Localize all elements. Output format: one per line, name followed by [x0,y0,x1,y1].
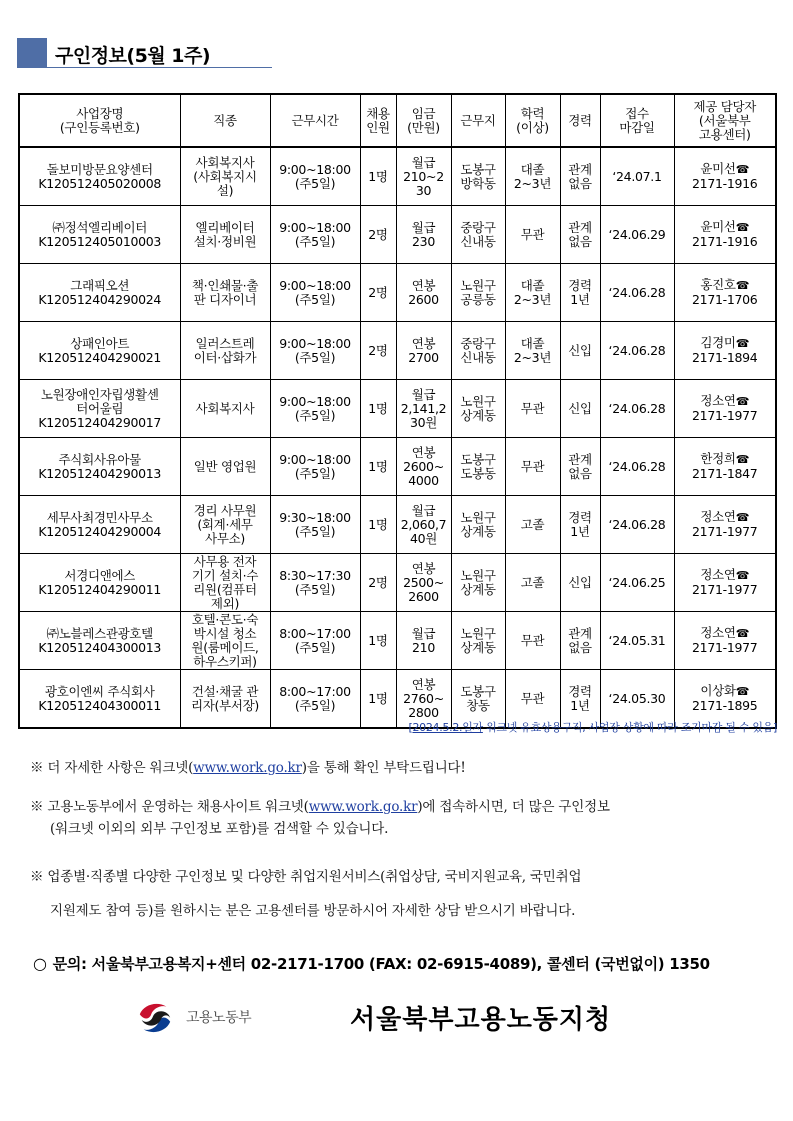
cell-career [560,554,600,612]
info-2-text-a: ※ 고용노동부에서 운영하는 채용사이트 워크넷( [30,799,309,815]
manager-name: 정소연 [700,625,736,640]
education-text: 무관 [520,458,545,474]
telephone-icon: ☎ [735,395,750,408]
job-text: 책·인쇄물·출 판 디자이너 [191,277,259,307]
cell-career [560,147,600,206]
cell-wage [396,322,451,380]
job-text: 사회복지사 (사회복지시 설) [193,154,257,198]
info-2-text-c: (워크넷 이외의 외부 구인정보 포함)를 검색할 수 있습니다. [50,821,389,837]
cell-job [180,147,270,206]
cell-company [19,322,180,380]
job-text: 엘리베이터 설치·정비원 [193,219,257,249]
job-text: 일러스트레 이터·삽화가 [193,335,257,365]
table-row [19,496,776,554]
deadline-text: ‘24.06.28 [608,516,666,532]
education-text: 무관 [520,400,545,416]
education-text: 대졸 2~3년 [513,277,552,307]
wage-text: 연봉 2760~ 2800 [403,676,444,720]
hours-text: 9:00~18:00 (주5일) [279,219,351,249]
cell-company [19,147,180,206]
deadline-text: ‘24.05.30 [608,690,666,706]
info-1-text-a: ※ 더 자세한 사항은 워크넷( [30,760,194,776]
cell-career [560,438,600,496]
cell-job [180,612,270,670]
telephone-icon: ☎ [735,627,750,640]
career-text: 경력 1년 [568,509,592,539]
worknet-link-2[interactable]: www.work.go.kr [308,799,418,815]
career-text: 관계 없음 [568,451,592,481]
cell-hours [270,206,360,264]
note-bracket: [ [408,721,413,734]
cell-manager [674,147,776,206]
cell-count [360,322,396,380]
manager-line [676,220,775,235]
circle-bullet: ○ [33,954,47,973]
job-text: 일반 영업원 [193,458,257,474]
table-header-row [19,94,776,147]
contact-text: 문의: 서울북부고용복지+센터 02-2171-1700 (FAX: 02-6915-4089), 콜센터 (국번없이) 1350 [52,955,710,973]
cell-job [180,438,270,496]
job-text: 호텔·콘도·숙 박시설 청소 원(룸메이드, 하우스키퍼) [191,611,259,669]
count-text: 1명 [368,516,388,532]
wage-text: 월급 210~2 30 [403,154,444,198]
location-text: 도봉구 도봉동 [460,451,496,481]
count-text: 1명 [368,632,388,648]
page-title-block [17,38,272,70]
wage-text: 월급 2,141,2 30원 [400,386,447,430]
cell-education [505,612,560,670]
manager-line [676,336,775,351]
cell-location [451,206,505,264]
hours-text: 9:30~18:00 (주5일) [279,509,351,539]
disclaimer-note [408,719,777,735]
count-text: 1명 [368,458,388,474]
cell-deadline [600,438,674,496]
deadline-text: ‘24.05.31 [608,632,666,648]
manager-name: 김경미 [700,335,736,350]
cell-wage [396,438,451,496]
deadline-text: ‘24.06.28 [608,458,666,474]
cell-education [505,438,560,496]
education-text: 무관 [520,226,545,242]
cell-manager [674,380,776,438]
table-row [19,612,776,670]
telephone-icon: ☎ [735,279,750,292]
count-text: 1명 [368,400,388,416]
manager-phone: 2171-1894 [692,350,758,365]
column-header-job: 직종 [180,94,270,147]
cell-education [505,264,560,322]
cell-company [19,554,180,612]
info-paragraph-1 [30,757,466,779]
ministry-name: 고용노동부 [186,1010,252,1026]
cell-count [360,554,396,612]
manager-name: 윤미선 [700,161,736,176]
cell-count [360,670,396,729]
cell-hours [270,147,360,206]
career-text: 신입 [568,342,592,358]
count-text: 2명 [368,342,388,358]
cell-manager [674,322,776,380]
cell-deadline [600,264,674,322]
company-text: ㈜노블레스관광호텔 K120512404300013 [38,625,162,655]
telephone-icon: ☎ [735,685,750,698]
wage-text: 연봉 2500~ 2600 [403,560,444,604]
location-text: 중랑구 신내동 [460,335,496,365]
manager-name: 윤미선 [700,219,736,234]
cell-hours [270,264,360,322]
count-text: 1명 [368,168,388,184]
wage-text: 월급 210 [411,625,436,655]
education-text: 대졸 2~3년 [513,335,552,365]
cell-location [451,438,505,496]
table-row [19,147,776,206]
telephone-icon: ☎ [735,221,750,234]
job-text: 경리 사무원 (회계·세무 사무소) [193,502,257,546]
company-text: 세무사최경민사무소 K120512404290004 [38,509,162,539]
manager-phone: 2171-1895 [692,698,758,713]
cell-manager [674,612,776,670]
manager-line [676,162,775,177]
manager-name: 홍진호 [700,277,736,292]
manager-name: 이상화 [700,683,736,698]
cell-count [360,496,396,554]
column-header-career: 경력 [560,94,600,147]
cell-location [451,380,505,438]
cell-education [505,147,560,206]
cell-deadline [600,554,674,612]
cell-wage [396,380,451,438]
cell-company [19,670,180,729]
career-text: 경력 1년 [568,277,592,307]
education-text: 고졸 [520,516,545,532]
deadline-text: ‘24.06.28 [608,284,666,300]
cell-company [19,380,180,438]
job-text: 사회복지사 [195,400,255,416]
cell-job [180,496,270,554]
contact-info [33,953,710,974]
office-name: 서울북부고용노동지청 [350,1005,612,1035]
cell-wage [396,264,451,322]
location-text: 노원구 상계동 [460,393,496,423]
career-text: 관계 없음 [568,161,592,191]
column-header-hours: 근무시간 [270,94,360,147]
telephone-icon: ☎ [735,569,750,582]
cell-deadline [600,496,674,554]
deadline-text: ‘24.06.29 [608,226,666,242]
info-paragraph-3 [30,860,581,928]
cell-job [180,554,270,612]
cell-hours [270,380,360,438]
location-text: 노원구 상계동 [460,567,496,597]
location-text: 중랑구 신내동 [460,219,496,249]
cell-education [505,554,560,612]
cell-career [560,264,600,322]
manager-phone: 2171-1977 [692,582,758,597]
manager-name: 정소연 [700,567,736,582]
location-text: 노원구 공릉동 [460,277,496,307]
cell-job [180,322,270,380]
company-text: 광호이엔씨 주식회사 K120512404300011 [38,683,162,713]
career-text: 신입 [568,574,592,590]
manager-line [676,394,775,409]
cell-education [505,322,560,380]
cell-location [451,612,505,670]
career-text: 신입 [568,400,592,416]
cell-job [180,264,270,322]
cell-deadline [600,206,674,264]
cell-company [19,206,180,264]
cell-career [560,206,600,264]
cell-education [505,206,560,264]
cell-location [451,554,505,612]
career-text: 경력 1년 [568,683,592,713]
manager-name: 정소연 [700,509,736,524]
column-header-manager: 제공 담당자 (서울북부 고용센터) [674,94,776,147]
job-listing-table [18,93,777,729]
company-text: ㈜정석엘리베이터 K120512405010003 [38,219,162,249]
manager-line [676,626,775,641]
wage-text: 월급 230 [411,219,436,249]
cell-location [451,147,505,206]
column-header-wage: 임금 (만원) [396,94,451,147]
info-3-text-a: ※ 업종별·직종별 다양한 구인정보 및 다양한 취업지원서비스(취업상담, 국비지원교육, 국민취업 [30,869,582,885]
cell-manager [674,496,776,554]
education-text: 무관 [520,690,545,706]
cell-count [360,206,396,264]
company-text: 그래픽오션 K120512404290024 [38,277,162,307]
table-row [19,380,776,438]
location-text: 도봉구 창동 [460,683,496,713]
note-date: 2024.5.2.일자 [412,721,483,734]
cell-hours [270,438,360,496]
cell-education [505,380,560,438]
info-1-text-b: )을 통해 확인 부탁드립니다! [301,760,466,776]
telephone-icon: ☎ [735,453,750,466]
cell-hours [270,612,360,670]
cell-career [560,612,600,670]
cell-manager [674,554,776,612]
cell-career [560,322,600,380]
cell-location [451,322,505,380]
cell-company [19,612,180,670]
column-header-deadline: 접수 마감일 [600,94,674,147]
career-text: 관계 없음 [568,625,592,655]
cell-location [451,264,505,322]
cell-hours [270,322,360,380]
manager-name: 정소연 [700,393,736,408]
cell-company [19,438,180,496]
cell-manager [674,206,776,264]
manager-phone: 2171-1977 [692,640,758,655]
manager-line [676,278,775,293]
company-text: 상패인아트 K120512404290021 [38,335,162,365]
hours-text: 9:00~18:00 (주5일) [279,277,351,307]
manager-line [676,510,775,525]
cell-company [19,264,180,322]
telephone-icon: ☎ [735,511,750,524]
job-text: 건설·채굴 관 리자(부서장) [190,683,260,713]
worknet-link-1[interactable]: www.work.go.kr [193,760,302,776]
wage-text: 연봉 2600 [408,277,439,307]
count-text: 2명 [368,226,388,242]
location-text: 노원구 상계동 [460,509,496,539]
info-paragraph-2 [30,796,610,840]
cell-wage [396,554,451,612]
deadline-text: ‘24.06.28 [608,400,666,416]
column-header-company: 사업장명 (구인등록번호) [19,94,180,147]
wage-text: 월급 2,060,7 40원 [400,502,447,546]
ministry-logo-icon [136,999,174,1037]
deadline-text: ‘24.06.25 [608,574,666,590]
table-row [19,438,776,496]
table-row [19,554,776,612]
count-text: 2명 [368,574,388,590]
column-header-education: 학력 (이상) [505,94,560,147]
cell-deadline [600,147,674,206]
title-underline [47,67,272,68]
cell-job [180,380,270,438]
note-text: 워크넷 유효상용구직, 사업장 상황에 따라 조기마감 될 수 있음] [482,721,777,734]
cell-count [360,380,396,438]
hours-text: 9:00~18:00 (주5일) [279,451,351,481]
cell-deadline [600,380,674,438]
education-text: 고졸 [520,574,545,590]
cell-company [19,496,180,554]
company-text: 돌보미방문요양센터 K120512405020008 [38,161,162,191]
education-text: 대졸 2~3년 [513,161,552,191]
cell-manager [674,264,776,322]
wage-text: 연봉 2700 [408,335,439,365]
cell-manager [674,438,776,496]
cell-hours [270,670,360,729]
cell-count [360,612,396,670]
cell-job [180,206,270,264]
cell-location [451,496,505,554]
job-text: 사무용 전자 기기 설치·수 리원(컴퓨터 제외) [191,553,259,611]
manager-phone: 2171-1916 [692,176,758,191]
cell-hours [270,554,360,612]
wage-text: 연봉 2600~ 4000 [403,444,444,488]
page-title: 구인정보(5월 1주) [55,45,211,67]
manager-name: 한정희 [700,451,736,466]
company-text: 노원장애인자립생활센 터어울림 K120512404290017 [38,386,162,430]
manager-phone: 2171-1977 [692,524,758,539]
hours-text: 8:30~17:30 (주5일) [279,567,351,597]
telephone-icon: ☎ [735,163,750,176]
cell-education [505,496,560,554]
cell-hours [270,496,360,554]
education-text: 무관 [520,632,545,648]
manager-phone: 2171-1847 [692,466,758,481]
company-text: 주식회사유아물 K120512404290013 [38,451,162,481]
count-text: 2명 [368,284,388,300]
manager-line [676,684,775,699]
cell-wage [396,496,451,554]
column-header-count: 채용 인원 [360,94,396,147]
table-row [19,206,776,264]
manager-phone: 2171-1706 [692,292,758,307]
cell-count [360,147,396,206]
location-text: 도봉구 방학동 [460,161,496,191]
cell-wage [396,612,451,670]
hours-text: 9:00~18:00 (주5일) [279,161,351,191]
hours-text: 9:00~18:00 (주5일) [279,335,351,365]
company-text: 서경디앤에스 K120512404290011 [38,567,162,597]
manager-phone: 2171-1977 [692,408,758,423]
manager-phone: 2171-1916 [692,234,758,249]
title-marker-box [17,38,47,68]
cell-count [360,438,396,496]
deadline-text: ‘24.07.1 [612,168,662,184]
hours-text: 9:00~18:00 (주5일) [279,393,351,423]
manager-line [676,568,775,583]
info-3-text-b: 지원제도 참여 등)를 원하시는 분은 고용센터를 방문하시어 자세한 상담 받으시기 바랍니다. [50,903,576,919]
cell-deadline [600,612,674,670]
info-2-text-b: )에 접속하시면, 더 많은 구인정보 [417,799,610,815]
hours-text: 8:00~17:00 (주5일) [279,625,351,655]
table-row [19,322,776,380]
cell-career [560,496,600,554]
location-text: 노원구 상계동 [460,625,496,655]
hours-text: 8:00~17:00 (주5일) [279,683,351,713]
career-text: 관계 없음 [568,219,592,249]
telephone-icon: ☎ [735,337,750,350]
cell-deadline [600,322,674,380]
cell-count [360,264,396,322]
cell-job [180,670,270,729]
column-header-location: 근무지 [451,94,505,147]
cell-wage [396,147,451,206]
cell-wage [396,206,451,264]
manager-line [676,452,775,467]
cell-career [560,380,600,438]
count-text: 1명 [368,690,388,706]
footer [0,995,793,1045]
table-row [19,264,776,322]
deadline-text: ‘24.06.28 [608,342,666,358]
